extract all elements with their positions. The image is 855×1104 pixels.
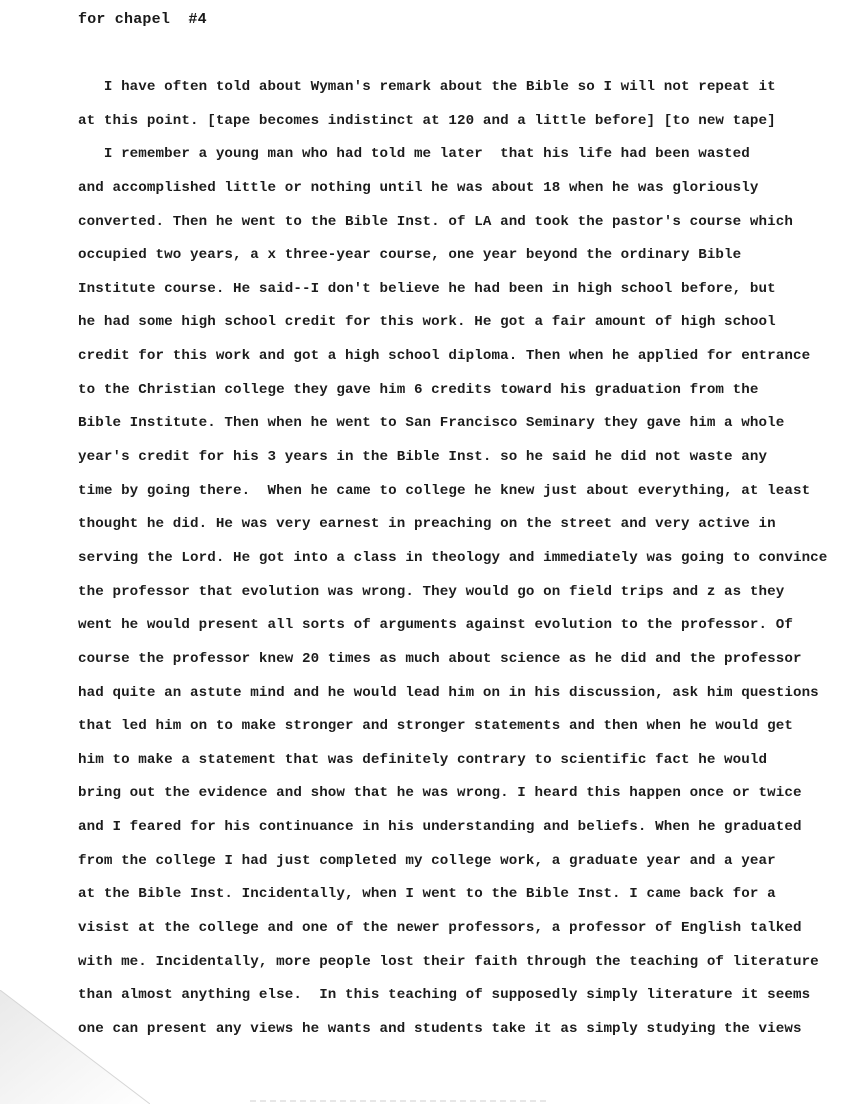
text-line: and accomplished little or nothing until he was about 18 when he was gloriously [78,179,759,196]
page-header: for chapel #4 [78,11,207,28]
text-line: had quite an astute mind and he would lead him on in his discussion, ask him questions [78,684,819,701]
text-line: thought he did. He was very earnest in preaching on the street and very active in [78,516,776,533]
text-line: year's credit for his 3 years in the Bible Inst. so he said he did not waste any [78,449,768,466]
page-corner-fold [0,990,150,1104]
text-line: with me. Incidentally, more people lost their faith through the teaching of literature [78,953,819,970]
text-line: I remember a young man who had told me later that his life had been wasted [78,146,750,163]
text-line: to the Christian college they gave him 6 credits toward his graduation from the [78,381,759,398]
text-line: converted. Then he went to the Bible Inst. of LA and took the pastor's course which [78,213,793,230]
text-line: he had some high school credit for this work. He got a fair amount of high school [78,314,776,331]
text-line: one can present any views he wants and students take it as simply studying the views [78,1020,802,1037]
text-line: and I feared for his continuance in his understanding and beliefs. When he graduated [78,819,802,836]
text-line: course the professor knew 20 times as much about science as he did and the professor [78,650,802,667]
text-line: the professor that evolution was wrong. They would go on field trips and z as they [78,583,785,600]
text-line: Institute course. He said--I don't believe he had been in high school before, but [78,280,776,297]
text-line: I have often told about Wyman's remark about the Bible so I will not repeat it [78,79,776,95]
text-line: than almost anything else. In this teaching of supposedly simply literature it seems [78,987,811,1004]
text-line: bring out the evidence and show that he was wrong. I heard this happen once or twice [78,785,802,802]
text-line: credit for this work and got a high school diploma. Then when he applied for entrance [78,348,811,365]
text-line: him to make a statement that was definitely contrary to scientific fact he would [78,751,768,768]
text-line: time by going there. When he came to college he knew just about everything, at least [78,482,811,499]
text-line: from the college I had just completed my college work, a graduate year and a year [78,852,776,869]
text-line: went he would present all sorts of arguments against evolution to the professor. Of [78,617,793,634]
text-line: Bible Institute. Then when he went to San Francisco Seminary they gave him a whole [78,415,785,432]
text-line: occupied two years, a x three-year course, one year beyond the ordinary Bible [78,247,742,264]
text-line: at this point. [tape becomes indistinct at 120 and a little before] [to new tape] [78,112,776,129]
bottom-edge-mark [250,1098,550,1104]
text-line: at the Bible Inst. Incidentally, when I went to the Bible Inst. I came back for a [78,886,776,903]
text-line: serving the Lord. He got into a class in theology and immediately was going to convince [78,549,828,566]
text-line: that led him on to make stronger and stronger statements and then when he would get [78,718,793,735]
text-line: visist at the college and one of the newer professors, a professor of English talked [78,920,802,937]
body-text [78,76,828,1052]
